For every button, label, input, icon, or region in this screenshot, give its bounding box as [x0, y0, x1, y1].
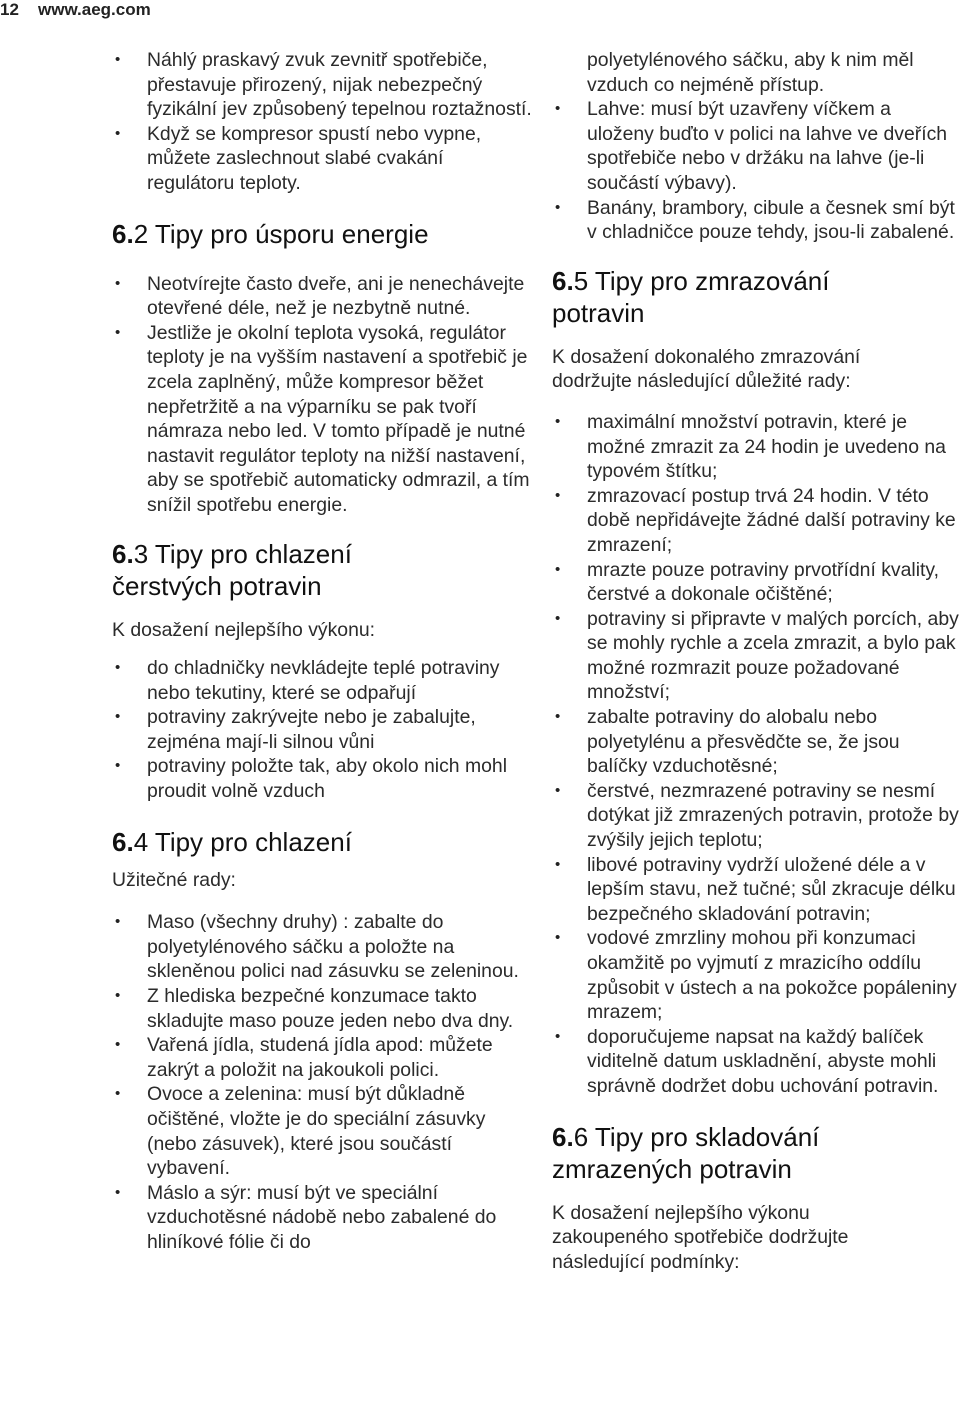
- section-number: 6.: [552, 1121, 574, 1152]
- section-number: 6.: [112, 826, 134, 857]
- section-intro: K dosažení nejlepšího výkonu zakoupeného spotřebiče dodržujte následující podmínky:: [552, 1201, 849, 1273]
- list-item: • zmrazovací postup trvá 24 hodin. V této době nepřidávejte žádné další potraviny ke zmrazení;: [552, 484, 960, 558]
- list-item: • Jestliže je okolní teplota vysoká, regulátor teploty je na vyšším nastavení a spotřebič je zcela zaplněný, může kompresor běžet nepřetržitě a na výparníku se pak tvoří námraza nebo led. V tomto případě je nutné nastavit regulátor teploty na nižší nastavení, aby se spotřebič automaticky odmrazil, a tím snížil spotřebu energie.: [112, 321, 532, 518]
- section-number: 6.: [112, 538, 134, 569]
- section-heading-6-6: [552, 1121, 912, 1185]
- list-item: • potraviny zakrývejte nebo je zabalujte, zejména mají-li silnou vůni: [112, 705, 532, 754]
- section-intro: Užitečné rady:: [112, 868, 236, 891]
- list-item: • mrazte pouze potraviny prvotřídní kvality, čerstvé a dokonale očištěné;: [552, 558, 960, 607]
- page-header: [0, 0, 960, 22]
- list-item: • Když se kompresor spustí nebo vypne, můžete zaslechnout slabé cvakání regulátoru teploty.: [112, 122, 532, 196]
- list-item: • Vařená jídla, studená jídla apod: můžete zakrýt a položit na jakoukoli polici.: [112, 1033, 532, 1082]
- section-heading-6-4: [112, 826, 532, 858]
- list-item: • libové potraviny vydrží uložené déle a v lepším stavu, než tučné; sůl zkracuje délku bezpečného skladování potravin;: [552, 853, 960, 927]
- list-item: • čerstvé, nezmrazené potraviny se nesmí dotýkat již zmrazených potravin, protože by zvýšily jejich teplotu;: [552, 779, 960, 853]
- section-intro: K dosažení dokonalého zmrazování dodržujte následující důležité rady:: [552, 345, 861, 393]
- cooling-tips-list: [112, 910, 532, 1254]
- section-number: 6.: [552, 265, 574, 296]
- list-item: • vodové zmrzliny mohou při konzumaci okamžitě po vyjmutí z mrazicího oddílu způsobit v ústech a na pokožce popáleniny mrazem;: [552, 926, 960, 1024]
- section-title: 3 Tipy pro chlazení čerstvých potravin: [112, 538, 352, 601]
- fresh-food-list: [112, 656, 532, 804]
- list-item: • Maso (všechny druhy) : zabalte do polyetylénového sáčku a položte na skleněnou polici nad zásuvku se zeleninou.: [112, 910, 532, 984]
- section-heading-6-3: [112, 538, 432, 602]
- list-item: • Lahve: musí být uzavřeny víčkem a uloženy buďto v polici na lahve ve dveřích spotřebiče nebo v držáku na lahve (je-li součástí výbavy).: [552, 97, 960, 195]
- list-item: • Banány, brambory, cibule a česnek smí být v chladničce pouze tehdy, jsou-li zabalené.: [552, 196, 960, 245]
- list-item: • Náhlý praskavý zvuk zevnitř spotřebiče, přestavuje přirozený, nijak nebezpečný fyzikální jev způsobený tepelnou roztažností.: [112, 48, 532, 122]
- list-item: • potraviny položte tak, aby okolo nich mohl proudit volně vzduch: [112, 754, 532, 803]
- noise-list: [112, 48, 532, 196]
- list-item: • Máslo a sýr: musí být ve speciální vzduchotěsné nádobě nebo zabalené do hliníkové fólie či do: [112, 1181, 532, 1255]
- page-number: 12: [0, 0, 19, 19]
- right-column: [552, 48, 960, 1274]
- section-heading-6-5: [552, 265, 912, 329]
- list-item: • zabalte potraviny do alobalu nebo polyetylénu a přesvědčte se, že jsou balíčky vzduchotěsné;: [552, 705, 960, 779]
- section-title: 6 Tipy pro skladování zmrazených potravin: [552, 1121, 820, 1184]
- list-item: • Ovoce a zelenina: musí být důkladně očištěné, vložte je do speciální zásuvky (nebo zásuvek), které jsou součástí vybavení.: [112, 1082, 532, 1180]
- list-item: • doporučujeme napsat na každý balíček viditelně datum uskladnění, abyste mohli správně dodržet dobu uchování potravin.: [552, 1025, 960, 1099]
- list-item: • maximální množství potravin, které je možné zmrazit za 24 hodin je uvedeno na typovém štítku;: [552, 410, 960, 484]
- list-item: • potraviny si připravte v malých porcích, aby se mohly rychle a zcela zmrazit, a bylo pak možné rozmrazit pouze požadované množství;: [552, 607, 960, 705]
- section-number: 6.: [112, 218, 134, 249]
- section-heading-6-2: [112, 218, 532, 250]
- section-title: 4 Tipy pro chlazení: [133, 826, 352, 857]
- left-column: [112, 48, 532, 1255]
- website-link[interactable]: www.aeg.com: [38, 0, 151, 19]
- freezing-tips-list: [552, 410, 960, 1099]
- section-title: 2 Tipy pro úsporu energie: [133, 218, 429, 249]
- list-item: • Neotvírejte často dveře, ani je nenechávejte otevřené déle, než je nezbytně nutné.: [112, 272, 532, 321]
- section-intro: K dosažení nejlepšího výkonu:: [112, 618, 376, 641]
- list-item: • Z hlediska bezpečné konzumace takto skladujte maso pouze jeden nebo dva dny.: [112, 984, 532, 1033]
- section-title: 5 Tipy pro zmrazování potravin: [552, 265, 830, 328]
- energy-tips-list: [112, 272, 532, 518]
- storage-tips-list: [552, 97, 960, 245]
- list-item: • do chladničky nevkládejte teplé potraviny nebo tekutiny, které se odpařují: [112, 656, 532, 705]
- continued-text: polyetylénového sáčku, aby k nim měl vzduch co nejméně přístup.: [587, 49, 914, 96]
